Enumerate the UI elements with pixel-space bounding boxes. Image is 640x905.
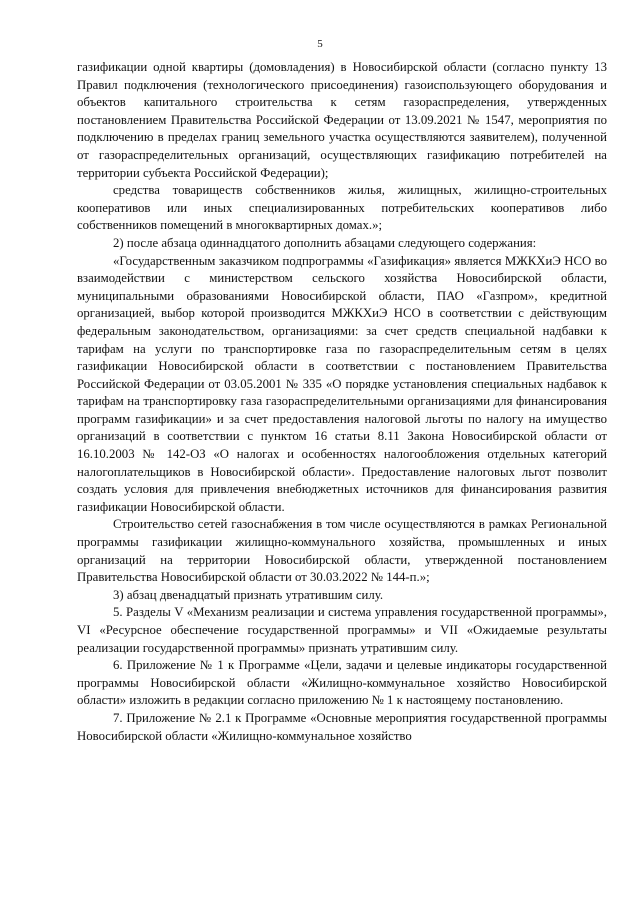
page-number: 5 (317, 38, 323, 50)
paragraph: Строительство сетей газоснабжения в том числе осуществляются в рамках Региональной программы газификации жилищно-коммунального хозяйства, промышленных и иных организаций на территории Новосибирской области, утвержденной постановлением Правительства Новосибирской области от 30.03.2022 № 144-п.»; (77, 517, 607, 585)
paragraph: 5. Разделы V «Механизм реализации и система управления государственной программы», VI «Ресурсное обеспечение государственной программы» и VII «Ожидаемые результаты реализации государственной программы» признать утратившим силу. (77, 605, 607, 655)
paragraph: 6. Приложение № 1 к Программе «Цели, задачи и целевые индикаторы государственной программы Новосибирской области «Жилищно-коммунальное хозяйство Новосибирской области» изложить в редакции согласно приложению № 1 к настоящему постановлению. (77, 658, 607, 708)
paragraph: средства товариществ собственников жилья, жилищных, жилищно-строительных кооперативов или иных специализированных потребительских кооперативов либо собственников помещений в многоквартирных домах.»; (77, 183, 607, 233)
document-body (77, 59, 607, 745)
paragraph-continuation: газификации одной квартиры (домовладения) в Новосибирской области (согласно пункту 13 Правил подключения (технологического присоединения) газоиспользующего оборудования и объектов капитального строительства к сетям газораспределения, утвержденных постановлением Правительства Российской Федерации от 13.09.2021 № 1547, мероприятия по подключению в пределах границ земельного участка осуществляются заявителем), полученной от газораспределительных организаций, осуществляющих газификацию потребителей на территории субъекта Российской Федерации); (77, 60, 607, 180)
paragraph: 7. Приложение № 2.1 к Программе «Основные мероприятия государственной программы Новосибирской области «Жилищно-коммунальное хозяйство (77, 710, 607, 743)
paragraph: 2) после абзаца одиннадцатого дополнить абзацами следующего содержания: (113, 235, 537, 250)
paragraph: «Государственным заказчиком подпрограммы «Газификация» является МЖКХиЭ НСО во взаимодействии с министерством сельского хозяйства Новосибирской области, муниципальными образованиями Новосибирской области, ПАО «Газпром», кредитной организацией, выбор которой производится МЖКХиЭ НСО в соответствии с действующим федеральным законодательством, организациями: за счет средств специальной надбавки к тарифам на услуги по транспортировке газа по газораспределительным сетям в целях газификации Новосибирской области в соответствии с постановлением Правительства Российской Федерации от 03.05.2001 № 335 «О порядке установления специальных надбавок к тарифам на транспортировку газа газораспределительными организациями для финансирования программ газификации» и за счет предоставления налоговой льготы по налогу на имущество организаций в соответствии с пунктом 16 статьи 8.11 Закона Новосибирской области от 16.10.2003 № 142-ОЗ «О налогах и особенностях налогообложения отдельных категорий налогоплательщиков в Новосибирской области». Предоставление налоговых льгот позволит создать условия для привлечения внебюджетных источников для финансирования развития газификации Новосибирской области. (77, 253, 607, 514)
paragraph: 3) абзац двенадцатый признать утратившим силу. (113, 587, 384, 602)
